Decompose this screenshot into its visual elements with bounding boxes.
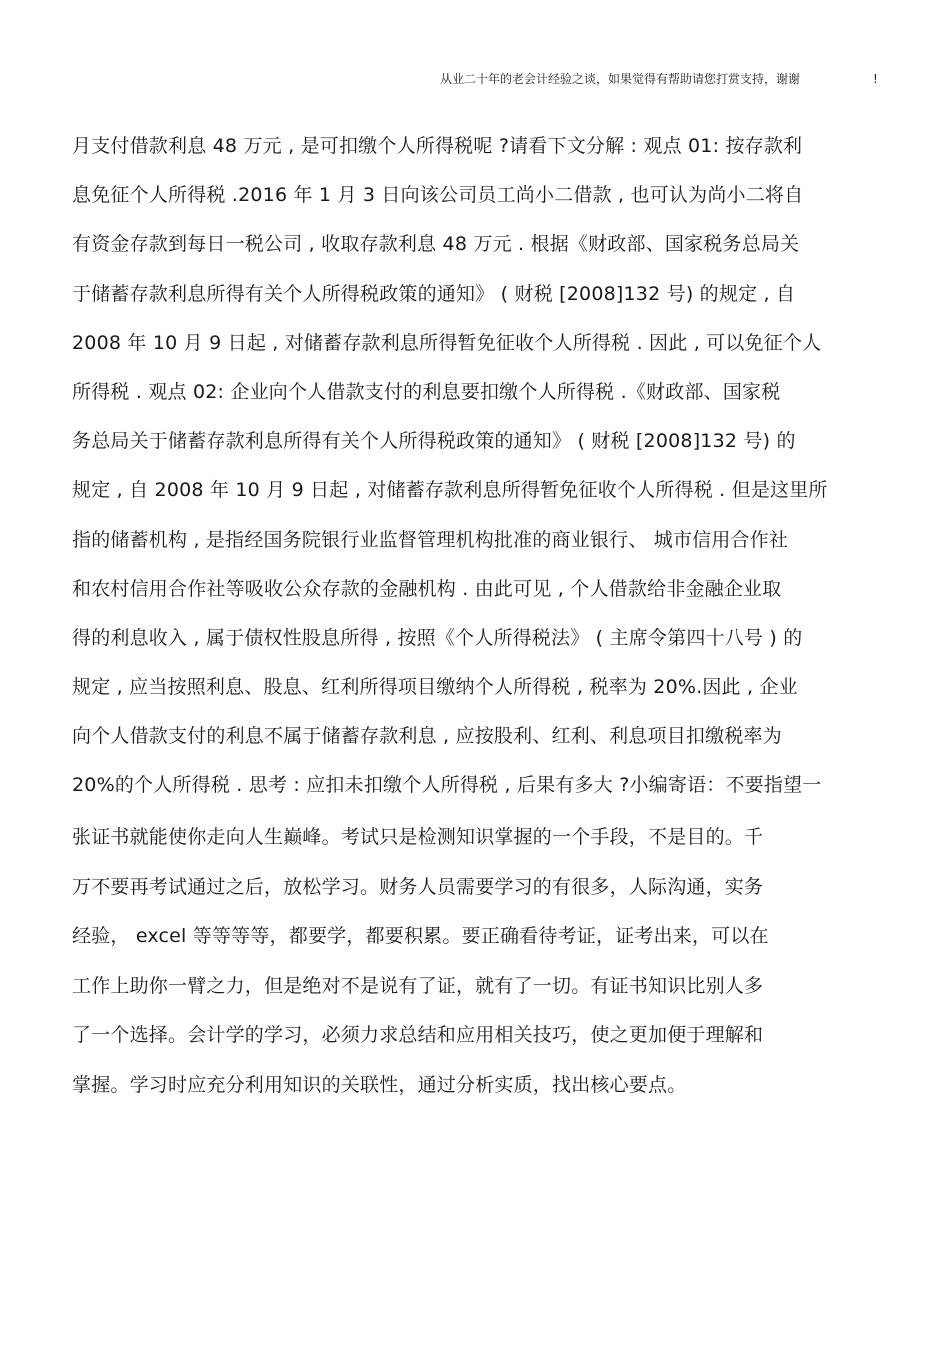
article-body [72,122,882,811]
body-line: 指的储蓄机构 , 是指经国务院银行业监督管理机构批准的商业银行、 城市信用合作社 [72,528,789,551]
body-line: 2008 年 10 月 9 日起 , 对储蓄存款利息所得暂免征收个人所得税 . 因此 , 可以免征个人 [72,331,822,354]
closing-line: 经验， excel 等等等等，都要学，都要积累。要正确看待考证，证考出来，可以在 [72,925,769,947]
closing-line: 掌握。学习时应充分利用知识的关联性，通过分析实质，找出核心要点。 [72,1073,687,1096]
body-line: 规定 , 应当按照利息、股息、红利所得项目缴纳个人所得税 , 税率为 20%.因此 , 企业 [72,676,798,699]
body-line: 20%的个人所得税 . 思考 : 应扣未扣缴个人所得税 , 后果有多大 ?小编寄语：不要指望一 [72,774,822,797]
closing-line: 张证书就能使你走向人生巅峰。考试只是检测知识掌握的一个手段，不是目的。千 [72,826,764,848]
page-header [440,70,880,88]
header-text: 从业二十年的老会计经验之谈，如果觉得有帮助请您打赏支持，谢谢 [440,72,801,86]
body-line: 于储蓄存款利息所得有关个人所得税政策的通知》 ( 财税 [2008]132 号) 的规定 , 自 [72,282,796,305]
closing-line: 万不要再考试通过之后，放松学习。财务人员需要学习的有很多，人际沟通，实务 [72,875,764,898]
header-exclamation: ! [873,72,878,86]
body-line: 得的利息收入 , 属于债权性股息所得 , 按照《个人所得税法》 ( 主席令第四十八号 ) 的 [72,626,803,649]
closing-line: 了一个选择。会计学的学习，必须力求总结和应用相关技巧，使之更加便于理解和 [72,1024,764,1046]
body-line: 月支付借款利息 48 万元 , 是可扣缴个人所得税呢 ?请看下文分解 : 观点 01: 按存款利 [72,135,803,157]
body-line: 规定 , 自 2008 年 10 月 9 日起 , 对储蓄存款利息所得暂免征收个人所得税 . 但是这里所 [72,479,828,502]
body-line: 向个人借款支付的利息不属于储蓄存款利息 , 应按股利、红利、利息项目扣缴税率为 [72,725,782,748]
closing-paragraph [72,813,882,1110]
body-line: 务总局关于储蓄存款利息所得有关个人所得税政策的通知》 ( 财税 [2008]132 号) 的 [72,430,796,453]
body-line: 所得税 . 观点 02: 企业向个人借款支付的利息要扣缴个人所得税 .《财政部、国家税 [72,380,781,403]
closing-line: 工作上助你一臂之力，但是绝对不是说有了证，就有了一切。有证书知识比别人多 [72,974,764,997]
body-line: 有资金存款到每日一税公司 , 收取存款利息 48 万元 . 根据《财政部、国家税务总局关 [72,233,800,256]
body-line: 息免征个人所得税 .2016 年 1 月 3 日向该公司员工尚小二借款 , 也可认为尚小二将自 [72,184,804,207]
body-line: 和农村信用合作社等吸收公众存款的金融机构 . 由此可见 , 个人借款给非金融企业取 [72,577,782,600]
